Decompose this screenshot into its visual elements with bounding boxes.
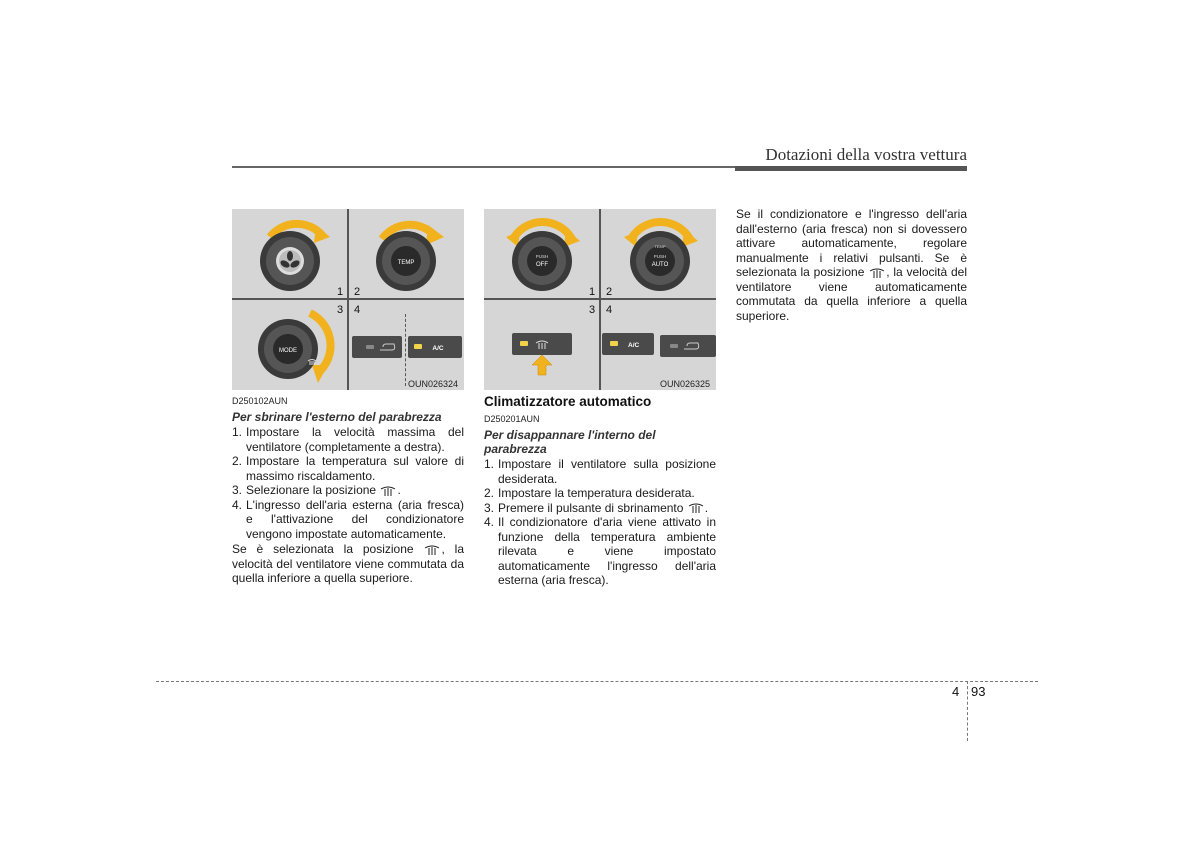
column-2-text xyxy=(484,394,716,588)
instruction-list xyxy=(484,457,716,588)
figure-automatic-climate-defog xyxy=(484,209,716,390)
figure-number-4: 4 xyxy=(606,304,613,316)
svg-text:PUSH: PUSH xyxy=(535,254,549,259)
list-item: 2. Impostare la temperatura sul valore di massimo riscaldamento. xyxy=(232,454,464,483)
figure-divider xyxy=(484,298,716,300)
figure-manual-climate-defrost xyxy=(232,209,464,390)
figure-number-3: 3 xyxy=(337,304,344,316)
svg-text:TEMP: TEMP xyxy=(397,260,415,266)
figure-number-2: 2 xyxy=(606,286,613,298)
chapter-number: 4 xyxy=(952,684,960,699)
mode-knob-illustration xyxy=(250,305,336,389)
figure-number-1: 1 xyxy=(589,286,596,298)
figure-code: OUN026325 xyxy=(660,379,711,389)
svg-text:MODE: MODE xyxy=(279,348,297,354)
defrost-front-icon xyxy=(379,485,397,497)
svg-text:A/C: A/C xyxy=(432,345,444,352)
button-panel-illustration xyxy=(352,334,464,360)
list-item: 4. L'ingresso dell'aria esterna (aria fresca) e l'attivazione del condizionatore vengono impostate automaticamente. xyxy=(232,497,464,541)
list-item: 3. Selezionare la posizione . xyxy=(232,483,401,497)
svg-text:A/C: A/C xyxy=(628,342,640,349)
figure-number-1: 1 xyxy=(337,286,344,298)
column-3-text: Se il condizionatore e l'ingresso dell'aria dall'esterno (aria fresca) non si dovessero attivare automaticamente, regolare manualmente i relativi pulsanti. Se è selezionata la posizione , la velocità del ventilatore viene automaticamente commutata da quella inferiore a quella superiore. xyxy=(736,207,967,323)
column-1-text xyxy=(232,396,464,586)
section-title: Climatizzatore automatico xyxy=(484,394,652,409)
figure-number-3: 3 xyxy=(589,304,596,316)
note-paragraph: Se è selezionata la posizione , la velocità del ventilatore viene commutata da quella inferiore a quella superiore. xyxy=(232,542,464,585)
instruction-list xyxy=(232,425,464,541)
section-code: D250102AUN xyxy=(232,396,288,406)
button-panel-illustration xyxy=(600,331,716,359)
fan-knob-illustration xyxy=(252,215,332,293)
list-item: 2. Impostare la temperatura desiderata. xyxy=(484,486,695,500)
svg-text:OFF: OFF xyxy=(536,262,548,268)
list-item: 1. Impostare il ventilatore sulla posizione desiderata. xyxy=(484,457,716,486)
list-item: 4. Il condizionatore d'aria viene attivato in funzione della temperatura ambiente rilevata e viene impostato automaticamente l'ingresso dell'aria esterna (aria fresca). xyxy=(484,515,716,587)
section-code: D250201AUN xyxy=(484,414,540,424)
page-header-title: Dotazioni della vostra vettura xyxy=(765,145,967,164)
footer-rule xyxy=(156,681,1038,682)
svg-text:TEMP: TEMP xyxy=(654,244,666,249)
fan-knob-illustration xyxy=(502,215,584,293)
figure-number-4: 4 xyxy=(354,304,361,316)
list-item: 1. Impostare la velocità massima del ventilatore (completamente a destra). xyxy=(232,425,464,454)
figure-number-2: 2 xyxy=(354,286,361,298)
defrost-button-illustration xyxy=(504,329,594,379)
defrost-front-icon xyxy=(868,267,886,279)
figure-divider xyxy=(232,298,464,300)
header-rule-accent xyxy=(735,166,967,171)
defrost-front-icon xyxy=(423,544,441,556)
defrost-front-icon xyxy=(687,502,705,514)
auto-knob-illustration xyxy=(620,215,702,293)
page-number: 93 xyxy=(971,684,986,699)
footer-divider xyxy=(967,681,968,741)
subsection-title: Per disappannare l'interno del parabrezza xyxy=(484,428,656,456)
subsection-title: Per sbrinare l'esterno del parabrezza xyxy=(232,410,442,424)
list-item: 3. Premere il pulsante di sbrinamento . xyxy=(484,500,709,515)
svg-text:PUSH: PUSH xyxy=(653,254,667,259)
svg-text:AUTO: AUTO xyxy=(651,262,669,268)
temp-knob-illustration xyxy=(368,215,448,293)
figure-code: OUN026324 xyxy=(408,379,459,389)
